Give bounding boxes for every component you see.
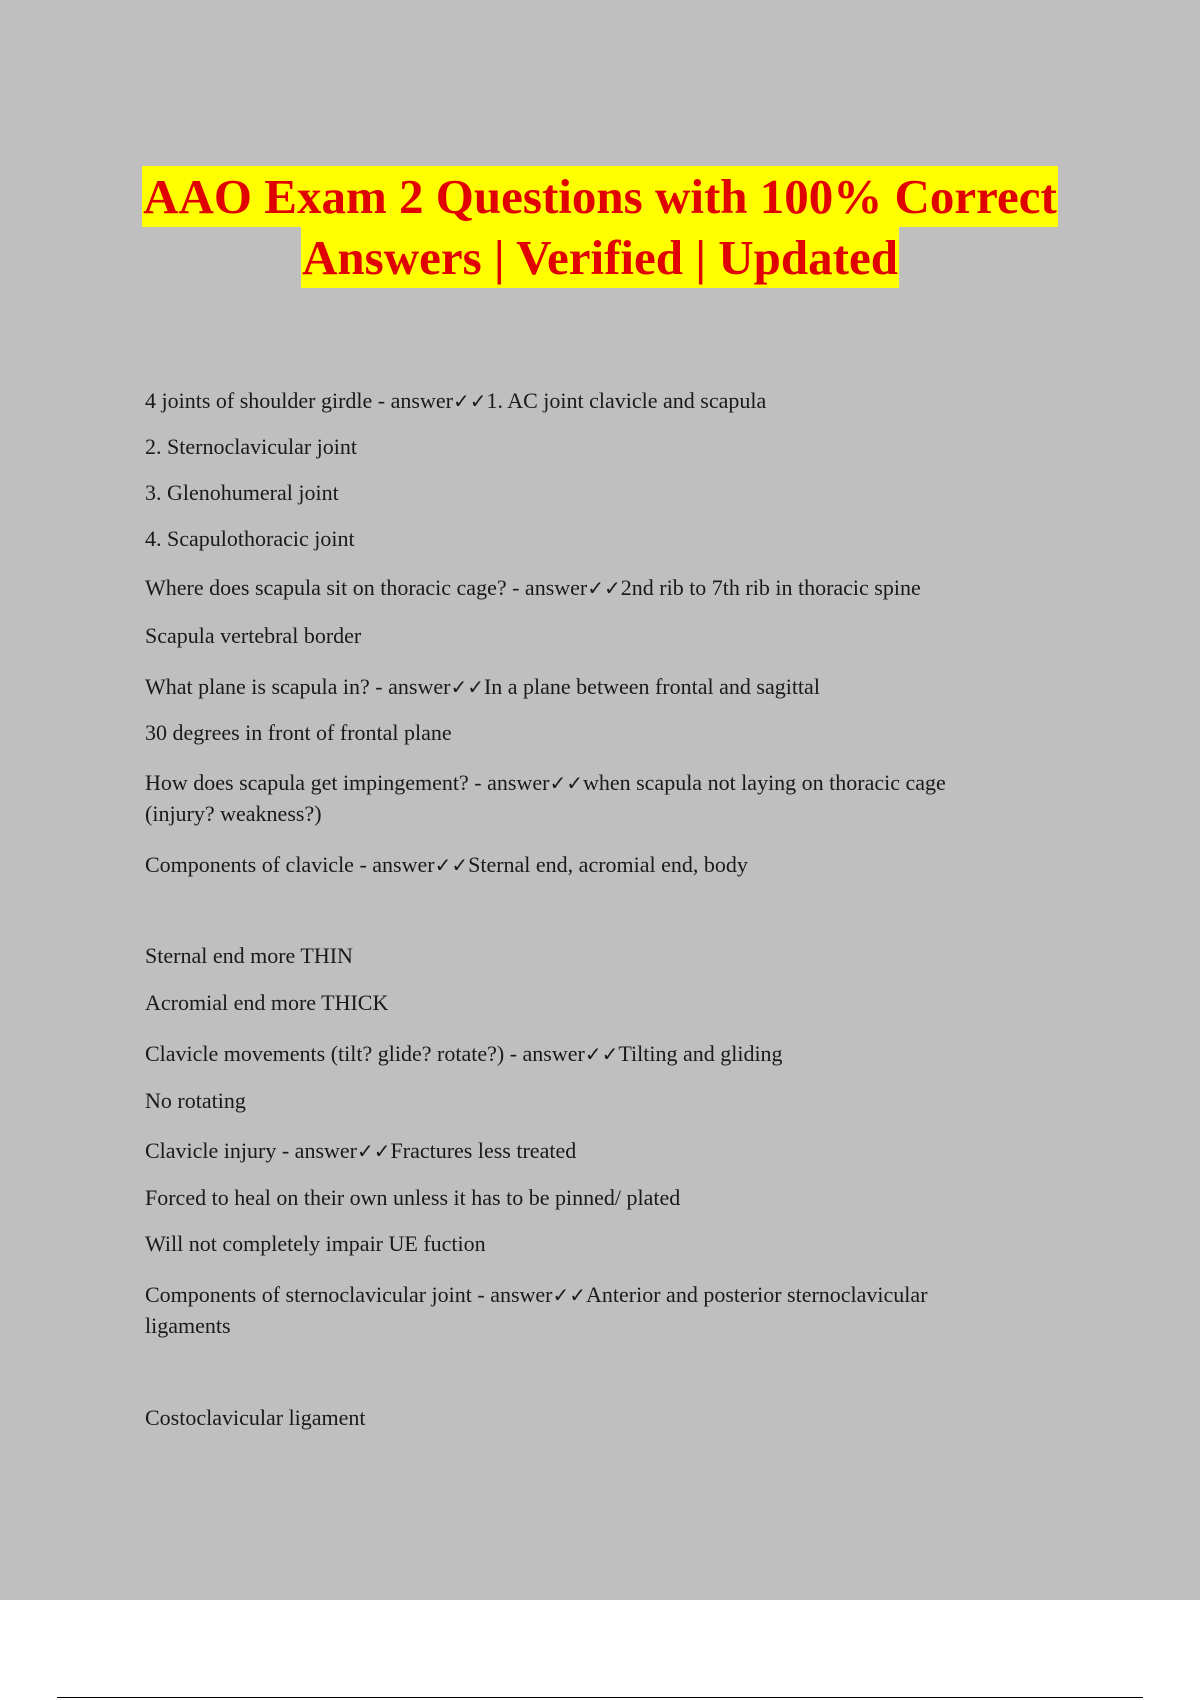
answer-text: In a plane between frontal and sagittal	[483, 674, 820, 699]
answer-text: Tilting and gliding	[618, 1041, 783, 1066]
checkmark-icon: ✓✓	[587, 576, 621, 600]
question-text: Components of sternoclavicular joint - answer	[145, 1282, 553, 1307]
question-text: How does scapula get impingement? - answer	[145, 770, 550, 795]
text-line: ligaments	[145, 1313, 231, 1338]
qa-line	[145, 1280, 928, 1310]
answer-text: when scapula not laying on thoracic cage	[582, 770, 946, 795]
text-line: 3. Glenohumeral joint	[145, 480, 339, 505]
checkmark-icon: ✓✓	[584, 1042, 619, 1066]
question-text: Clavicle movements (tilt? glide? rotate?) - answer	[145, 1041, 585, 1066]
document-title	[0, 166, 1200, 288]
checkmark-icon: ✓✓	[452, 389, 487, 413]
text-line: No rotating	[145, 1088, 246, 1113]
checkmark-icon: ✓✓	[434, 853, 469, 877]
text-line: (injury? weakness?)	[145, 801, 322, 826]
title-line-1: AAO Exam 2 Questions with 100% Correct	[142, 166, 1058, 227]
answer-text: 1. AC joint clavicle and scapula	[486, 388, 767, 413]
qa-line	[145, 1039, 783, 1069]
text-line: 2. Sternoclavicular joint	[145, 434, 357, 459]
text-line: Scapula vertebral border	[145, 623, 362, 648]
answer-text: 2nd rib to 7th rib in thoracic spine	[620, 575, 921, 600]
text-line: Sternal end more THIN	[145, 943, 353, 968]
title-line-2: Answers | Verified | Updated	[301, 227, 899, 288]
question-text: Clavicle injury - answer	[145, 1138, 357, 1163]
qa-line	[145, 672, 820, 702]
question-text: What plane is scapula in? - answer	[145, 674, 451, 699]
text-line: 4. Scapulothoracic joint	[145, 526, 355, 551]
text-line: Forced to heal on their own unless it has to be pinned/ plated	[145, 1185, 681, 1210]
checkmark-icon: ✓✓	[549, 771, 583, 795]
checkmark-icon: ✓✓	[552, 1283, 587, 1307]
question-text: 4 joints of shoulder girdle - answer	[145, 388, 453, 413]
text-line: Will not completely impair UE fuction	[145, 1231, 486, 1256]
question-text: Components of clavicle - answer	[145, 852, 435, 877]
qa-line	[145, 386, 766, 416]
text-line: 30 degrees in front of frontal plane	[145, 720, 452, 745]
answer-text: Fractures less treated	[390, 1138, 577, 1163]
text-line: Costoclavicular ligament	[145, 1405, 366, 1430]
checkmark-icon: ✓✓	[357, 1139, 391, 1163]
qa-line	[145, 850, 748, 880]
answer-text: Anterior and posterior sternoclavicular	[586, 1282, 928, 1307]
checkmark-icon: ✓✓	[450, 675, 484, 699]
question-text: Where does scapula sit on thoracic cage? - answer	[145, 575, 588, 600]
footer-divider	[57, 1697, 1143, 1698]
answer-text: Sternal end, acromial end, body	[468, 852, 748, 877]
text-line: Acromial end more THICK	[145, 990, 389, 1015]
qa-line	[145, 1136, 576, 1166]
qa-line	[145, 573, 921, 603]
qa-line	[145, 768, 946, 798]
